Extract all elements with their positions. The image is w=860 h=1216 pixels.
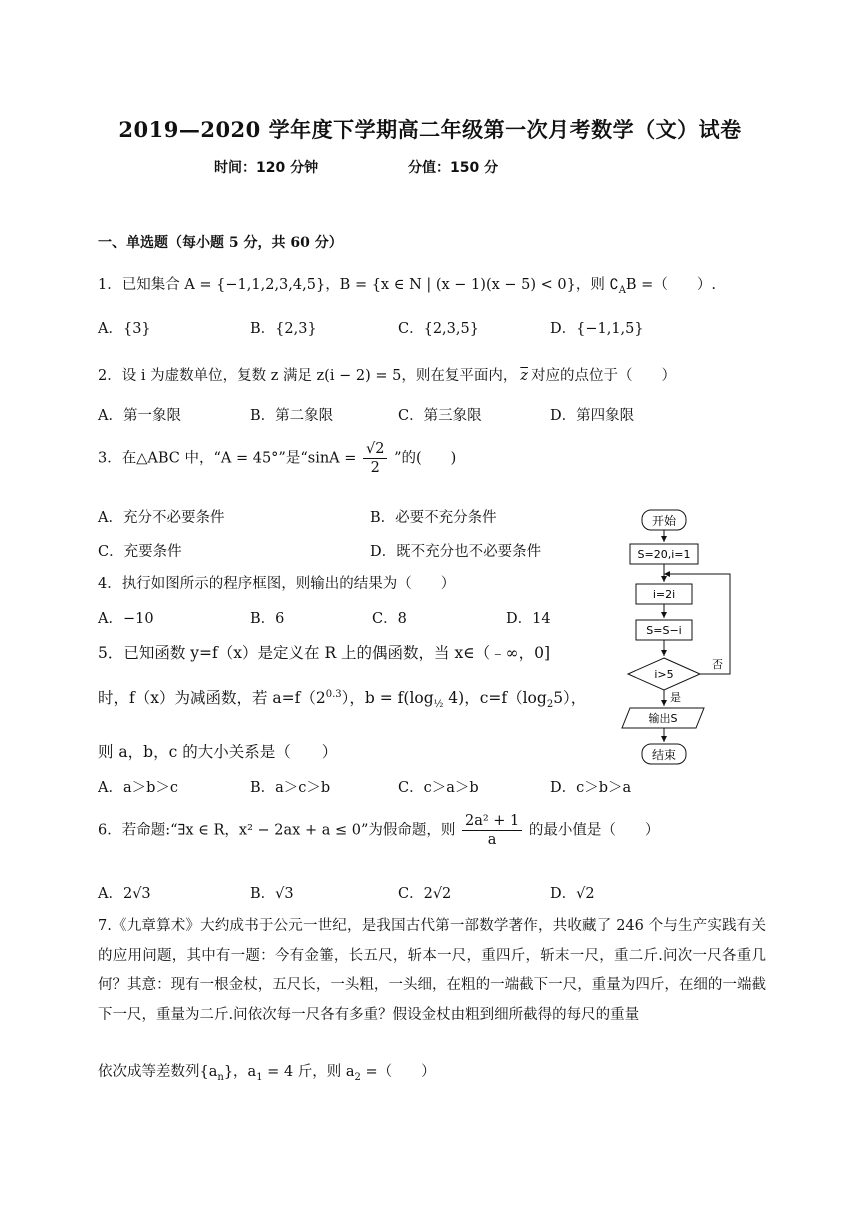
flow-no-label: 否 <box>712 658 723 671</box>
q5-option-c: C．c＞a＞b <box>398 780 479 796</box>
question-7-text: 7.《九章算术》大约成书于公元一世纪，是我国古代第一部数学著作，共收藏了 246 个与生产实践有关的应用问题，其中有一题：今有金箠，长五尺，斩本一尺，重四斤，斩末一尺，重二斤.问次一尺各重几何？其意：现有一根金杖，五尺长，一头粗，一头细，在粗的一端截下一尺，重量为四斤，在细的一端截下一尺，重量为二斤.问依次每一尺各有多重？假设金杖由粗到细所截得的每尺的重量 <box>98 918 766 1023</box>
question-1: 1．已知集合 A = {−1,1,2,3,4,5}，B = {x ∈ N | (x − 1)(x − 5) < 0}，则 $∁_AB$ =（ ）. <box>98 277 716 296</box>
flow-condition-label: i>5 <box>654 668 674 681</box>
question-3: 3．在△ABC 中，“A = 45°”是“sinA = $\frac{√2}{2}$ ”的( ) <box>98 441 457 476</box>
question-7-last-line: 依次成等差数列$\{a_n\}$，$a_1 = 4$ 斤，则 $a_2$ =（ ） <box>98 1064 436 1083</box>
sqrt2-over-2-fraction: $\frac{√2}{2}$ <box>363 440 387 477</box>
q6-option-a: A．2√3 <box>98 886 151 902</box>
q6-fraction: $\frac{\text{2a² + 1}}{a}$ <box>462 812 522 849</box>
q1-option-d: D．{−1,1,5} <box>550 321 644 337</box>
q1-option-c: C．{2,3,5} <box>398 321 479 337</box>
q6-option-b: B．√3 <box>250 886 294 902</box>
flow-yes-label: 是 <box>670 691 681 704</box>
flow-init-label: S=20,i=1 <box>637 548 691 561</box>
q4-option-a: A．−10 <box>98 611 154 627</box>
question-5-line1: 5．已知函数 y=f（x）是定义在 R 上的偶函数，当 x∈（﹣∞，0] <box>98 644 550 662</box>
flow-step2-label: S=S−i <box>646 624 682 637</box>
q6-option-d: D．√2 <box>550 886 595 902</box>
q5-option-b: B．a＞c＞b <box>250 780 331 796</box>
q6-option-c: C．2√2 <box>398 886 452 902</box>
flow-end-label: 结束 <box>651 748 677 762</box>
question-4: 4．执行如图所示的程序框图，则输出的结果为（ ） <box>98 576 456 592</box>
q1-option-a: A．{3} <box>98 321 151 337</box>
exam-time: 时间：120 分钟 <box>214 160 319 176</box>
flow-step1-label: i=2i <box>652 588 676 601</box>
q4-option-c: C．8 <box>372 611 407 627</box>
exam-title: 2019—2020 学年度下学期高二年级第一次月考数学（文）试卷 <box>118 117 742 142</box>
section-heading: 一、单选题（每小题 5 分，共 60 分） <box>98 235 343 251</box>
q5-option-a: A．a＞b＞c <box>98 780 179 796</box>
q2-option-c: C．第三象限 <box>398 408 482 424</box>
q4-option-d: D．14 <box>506 611 551 627</box>
q5-option-d: D．c＞b＞a <box>550 780 632 796</box>
flow-start-label: 开始 <box>651 514 677 528</box>
q3-option-a: A．充分不必要条件 <box>98 510 225 526</box>
q3-option-c: C．充要条件 <box>98 544 182 560</box>
question-6: 6．若命题:“∃x ∈ R，x² − 2ax + a ≤ 0”为假命题，则 $\frac{\text{2a² + 1}}{a}$ 的最小值是（ ） <box>98 813 660 848</box>
q4-option-b: B．6 <box>250 611 285 627</box>
q3-option-d: D．既不充分也不必要条件 <box>370 544 542 560</box>
question-2: 2．设 i 为虚数单位，复数 z 满足 z(i − 2) = 5，则在复平面内， $\overline{z}$ 对应的点位于（ ） <box>98 368 676 384</box>
q2-option-b: B．第二象限 <box>250 408 334 424</box>
question-5-line2: 时，f（x）为减函数，若 $a=f(2^{0.3})$，$b = f(\log_{\frac{1}{2}}$ 4)，$c=f(\log_25)$， <box>98 688 587 711</box>
q2-option-d: D．第四象限 <box>550 408 635 424</box>
question-5-line3: 则 a，b，c 的大小关系是（ ） <box>98 743 338 761</box>
q2-option-a: A．第一象限 <box>98 408 181 424</box>
program-flowchart <box>600 500 760 780</box>
exam-score: 分值：150 分 <box>408 160 499 176</box>
q1-option-b: B．{2,3} <box>250 321 317 337</box>
q3-option-b: B．必要不充分条件 <box>370 510 497 526</box>
flow-output-label: 输出S <box>648 712 678 725</box>
